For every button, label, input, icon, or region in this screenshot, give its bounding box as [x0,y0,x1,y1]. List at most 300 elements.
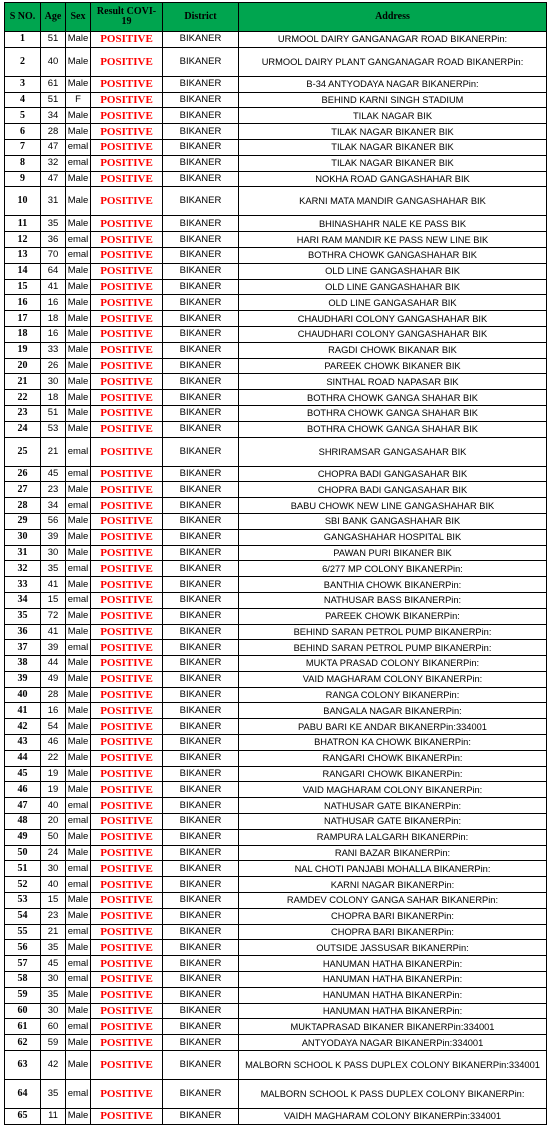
cell-sno: 64 [5,1080,41,1109]
cell-sno: 63 [5,1051,41,1080]
cell-sno: 46 [5,782,41,798]
cell-district: BIKANER [163,972,239,988]
table-row [5,719,547,735]
cell-age: 24 [41,845,66,861]
cell-sno: 2 [5,47,41,76]
cell-district: BIKANER [163,311,239,327]
cell-result: POSITIVE [91,687,163,703]
cell-result: POSITIVE [91,155,163,171]
table-row [5,232,547,248]
cell-sno: 16 [5,295,41,311]
cell-sno: 24 [5,421,41,437]
cell-result: POSITIVE [91,1003,163,1019]
cell-address: BEHIND KARNI SINGH STADIUM [239,92,547,108]
cell-sno: 51 [5,861,41,877]
cell-sex: Male [66,656,91,672]
cell-sex: Male [66,893,91,909]
cell-address: BOTHRA CHOWK GANGA SHAHAR BIK [239,390,547,406]
cell-age: 44 [41,656,66,672]
cell-sno: 31 [5,545,41,561]
cell-district: BIKANER [163,893,239,909]
cell-district: BIKANER [163,656,239,672]
cell-age: 49 [41,671,66,687]
cell-age: 54 [41,719,66,735]
cell-district: BIKANER [163,956,239,972]
cell-address: RAMDEV COLONY GANGA SAHAR BIKANERPin: [239,893,547,909]
cell-address: NOKHA ROAD GANGASHAHAR BIK [239,171,547,187]
cell-address: MALBORN SCHOOL K PASS DUPLEX COLONY BIKANERPin: [239,1080,547,1109]
cell-district: BIKANER [163,47,239,76]
cell-sno: 17 [5,311,41,327]
cell-sno: 58 [5,972,41,988]
cell-result: POSITIVE [91,592,163,608]
cell-district: BIKANER [163,814,239,830]
cell-address: URMOOL DAIRY GANGANAGAR ROAD BIKANERPin: [239,32,547,48]
cell-age: 35 [41,1080,66,1109]
cell-result: POSITIVE [91,1109,163,1125]
cell-district: BIKANER [163,1051,239,1080]
cell-sno: 34 [5,592,41,608]
cell-sex: Male [66,295,91,311]
cell-address: CHOPRA BADI GANGASAHAR BIK [239,466,547,482]
cell-result: POSITIVE [91,877,163,893]
cell-age: 34 [41,498,66,514]
table-row [5,656,547,672]
cell-district: BIKANER [163,513,239,529]
cell-sno: 61 [5,1019,41,1035]
cell-district: BIKANER [163,187,239,216]
header-district: District [163,3,239,32]
cell-sex: Male [66,482,91,498]
cell-district: BIKANER [163,908,239,924]
cell-district: BIKANER [163,671,239,687]
table-row [5,624,547,640]
cell-result: POSITIVE [91,829,163,845]
cell-sno: 10 [5,187,41,216]
cell-address: BOTHRA CHOWK GANGA SHAHAR BIK [239,421,547,437]
cell-address: MALBORN SCHOOL K PASS DUPLEX COLONY BIKANERPin:334001 [239,1051,547,1080]
cell-result: POSITIVE [91,187,163,216]
cell-address: PAREEK CHOWK BIKANER BIK [239,358,547,374]
cell-age: 40 [41,877,66,893]
cell-age: 28 [41,687,66,703]
cell-sex: Male [66,545,91,561]
cell-sno: 26 [5,466,41,482]
cell-address: RANI BAZAR BIKANERPin: [239,845,547,861]
cell-district: BIKANER [163,687,239,703]
cell-sex: emal [66,972,91,988]
cell-result: POSITIVE [91,513,163,529]
cell-district: BIKANER [163,76,239,92]
cell-sex: Male [66,171,91,187]
cell-sex: Male [66,47,91,76]
table-row [5,311,547,327]
cell-sno: 55 [5,924,41,940]
cell-age: 46 [41,735,66,751]
cell-sex: Male [66,735,91,751]
table-row [5,76,547,92]
cell-sno: 42 [5,719,41,735]
cell-result: POSITIVE [91,466,163,482]
cell-sno: 52 [5,877,41,893]
cell-address: KARNI MATA MANDIR GANGASHAHAR BIK [239,187,547,216]
cell-sex: emal [66,247,91,263]
cell-sno: 40 [5,687,41,703]
cell-district: BIKANER [163,421,239,437]
cell-age: 33 [41,342,66,358]
table-row [5,374,547,390]
cell-age: 40 [41,798,66,814]
table-row [5,139,547,155]
cell-age: 20 [41,814,66,830]
cell-age: 32 [41,155,66,171]
table-row [5,171,547,187]
cell-address: OLD LINE GANGASHAHAR BIK [239,263,547,279]
cell-sno: 19 [5,342,41,358]
table-row [5,687,547,703]
cell-sno: 6 [5,124,41,140]
cell-address: PABU BARI KE ANDAR BIKANERPin:334001 [239,719,547,735]
cell-address: BABU CHOWK NEW LINE GANGASHAHAR BIK [239,498,547,514]
cell-result: POSITIVE [91,782,163,798]
cell-sex: Male [66,374,91,390]
cell-result: POSITIVE [91,940,163,956]
cell-address: PAREEK CHOWK BIKANERPin: [239,608,547,624]
table-row [5,342,547,358]
table-row [5,972,547,988]
cell-district: BIKANER [163,987,239,1003]
cell-sex: Male [66,750,91,766]
cell-age: 56 [41,513,66,529]
table-row [5,47,547,76]
cell-sex: Male [66,32,91,48]
cell-district: BIKANER [163,482,239,498]
table-row [5,782,547,798]
cell-address: MUKTAPRASAD BIKANER BIKANERPin:334001 [239,1019,547,1035]
cell-result: POSITIVE [91,405,163,421]
cell-district: BIKANER [163,139,239,155]
cell-age: 50 [41,829,66,845]
table-row [5,545,547,561]
table-body [5,32,547,1125]
cell-district: BIKANER [163,326,239,342]
cell-sex: Male [66,311,91,327]
cell-district: BIKANER [163,92,239,108]
table-row [5,482,547,498]
cell-sno: 48 [5,814,41,830]
cell-district: BIKANER [163,845,239,861]
cell-sex: emal [66,561,91,577]
covid-patient-table [4,2,547,1125]
cell-address: VAID MAGHARAM COLONY BIKANERPin: [239,782,547,798]
table-row [5,437,547,466]
cell-address: NATHUSAR BASS BIKANERPin: [239,592,547,608]
cell-district: BIKANER [163,798,239,814]
cell-age: 15 [41,592,66,608]
cell-age: 35 [41,216,66,232]
cell-sno: 1 [5,32,41,48]
cell-sno: 37 [5,640,41,656]
table-row [5,592,547,608]
cell-sex: emal [66,139,91,155]
table-row [5,498,547,514]
cell-sex: Male [66,766,91,782]
table-row [5,1019,547,1035]
cell-sno: 22 [5,390,41,406]
cell-sex: emal [66,798,91,814]
table-row [5,671,547,687]
cell-sex: emal [66,466,91,482]
cell-sex: Male [66,529,91,545]
cell-result: POSITIVE [91,561,163,577]
cell-district: BIKANER [163,263,239,279]
cell-address: NATHUSAR GATE BIKANERPin: [239,798,547,814]
cell-district: BIKANER [163,216,239,232]
cell-age: 41 [41,279,66,295]
cell-sno: 56 [5,940,41,956]
table-row [5,640,547,656]
cell-result: POSITIVE [91,1019,163,1035]
cell-address: BOTHRA CHOWK GANGA SHAHAR BIK [239,405,547,421]
cell-age: 30 [41,861,66,877]
cell-sex: Male [66,513,91,529]
cell-sex: Male [66,829,91,845]
cell-district: BIKANER [163,861,239,877]
cell-age: 53 [41,421,66,437]
cell-sno: 65 [5,1109,41,1125]
cell-sno: 11 [5,216,41,232]
cell-sno: 32 [5,561,41,577]
table-row [5,956,547,972]
cell-result: POSITIVE [91,1035,163,1051]
cell-address: CHOPRA BARI BIKANERPin: [239,924,547,940]
cell-sex: Male [66,940,91,956]
cell-district: BIKANER [163,719,239,735]
cell-district: BIKANER [163,640,239,656]
cell-sex: Male [66,326,91,342]
cell-district: BIKANER [163,171,239,187]
cell-result: POSITIVE [91,47,163,76]
cell-address: TILAK NAGAR BIK [239,108,547,124]
cell-age: 59 [41,1035,66,1051]
cell-result: POSITIVE [91,232,163,248]
cell-sno: 21 [5,374,41,390]
table-row [5,561,547,577]
cell-sno: 30 [5,529,41,545]
cell-address: B-34 ANTYODAYA NAGAR BIKANERPin: [239,76,547,92]
cell-district: BIKANER [163,829,239,845]
cell-age: 30 [41,545,66,561]
table-row [5,326,547,342]
cell-age: 21 [41,437,66,466]
cell-result: POSITIVE [91,76,163,92]
table-row [5,893,547,909]
cell-result: POSITIVE [91,577,163,593]
table-header-row [5,3,547,32]
cell-sno: 53 [5,893,41,909]
cell-district: BIKANER [163,390,239,406]
cell-result: POSITIVE [91,608,163,624]
cell-address: ANTYODAYA NAGAR BIKANERPin:334001 [239,1035,547,1051]
cell-result: POSITIVE [91,482,163,498]
cell-sno: 28 [5,498,41,514]
cell-age: 36 [41,232,66,248]
cell-sex: Male [66,1003,91,1019]
cell-district: BIKANER [163,124,239,140]
cell-sno: 27 [5,482,41,498]
cell-age: 47 [41,139,66,155]
cell-address: RAGDI CHOWK BIKANAR BIK [239,342,547,358]
cell-sex: Male [66,624,91,640]
cell-district: BIKANER [163,342,239,358]
table-row [5,924,547,940]
cell-age: 39 [41,640,66,656]
cell-age: 19 [41,782,66,798]
table-row [5,466,547,482]
cell-sex: Male [66,1035,91,1051]
cell-address: SHRIRAMSAR GANGASAHAR BIK [239,437,547,466]
cell-district: BIKANER [163,405,239,421]
cell-address: TILAK NAGAR BIKANER BIK [239,124,547,140]
cell-result: POSITIVE [91,814,163,830]
cell-age: 51 [41,405,66,421]
cell-sex: emal [66,924,91,940]
table-row [5,1109,547,1125]
cell-sno: 9 [5,171,41,187]
cell-result: POSITIVE [91,624,163,640]
cell-result: POSITIVE [91,908,163,924]
cell-age: 30 [41,374,66,390]
table-row [5,877,547,893]
cell-result: POSITIVE [91,421,163,437]
cell-sex: emal [66,1019,91,1035]
cell-result: POSITIVE [91,1080,163,1109]
cell-district: BIKANER [163,940,239,956]
cell-district: BIKANER [163,624,239,640]
cell-sno: 50 [5,845,41,861]
cell-sno: 23 [5,405,41,421]
table-row [5,421,547,437]
header-result: Result COVI-19 [91,3,163,32]
cell-result: POSITIVE [91,893,163,909]
cell-sno: 49 [5,829,41,845]
table-row [5,529,547,545]
table-row [5,295,547,311]
cell-address: VAIDH MAGHARAM COLONY BIKANERPin:334001 [239,1109,547,1125]
cell-sno: 13 [5,247,41,263]
cell-age: 40 [41,47,66,76]
cell-district: BIKANER [163,735,239,751]
cell-result: POSITIVE [91,956,163,972]
cell-sex: F [66,92,91,108]
cell-sex: Male [66,421,91,437]
cell-result: POSITIVE [91,972,163,988]
cell-sno: 35 [5,608,41,624]
cell-address: CHAUDHARI COLONY GANGASHAHAR BIK [239,326,547,342]
cell-sno: 41 [5,703,41,719]
cell-district: BIKANER [163,374,239,390]
cell-result: POSITIVE [91,798,163,814]
cell-district: BIKANER [163,924,239,940]
table-row [5,247,547,263]
header-sex: Sex [66,3,91,32]
table-row [5,703,547,719]
cell-sex: Male [66,1051,91,1080]
cell-address: CHOPRA BARI BIKANERPin: [239,908,547,924]
cell-age: 41 [41,624,66,640]
cell-sex: Male [66,782,91,798]
table-row [5,390,547,406]
cell-age: 21 [41,924,66,940]
cell-address: OUTSIDE JASSUSAR BIKANERPin: [239,940,547,956]
table-row [5,608,547,624]
cell-age: 51 [41,32,66,48]
cell-district: BIKANER [163,466,239,482]
cell-address: HANUMAN HATHA BIKANERPin: [239,972,547,988]
cell-address: BHINASHAHR NALE KE PASS BIK [239,216,547,232]
cell-address: HARI RAM MANDIR KE PASS NEW LINE BIK [239,232,547,248]
cell-result: POSITIVE [91,498,163,514]
table-row [5,32,547,48]
cell-address: MUKTA PRASAD COLONY BIKANERPin: [239,656,547,672]
cell-district: BIKANER [163,108,239,124]
cell-sex: emal [66,877,91,893]
cell-sex: Male [66,342,91,358]
cell-address: RANGA COLONY BIKANERPin: [239,687,547,703]
cell-sex: Male [66,187,91,216]
cell-address: BHATRON KA CHOWK BIKANERPin: [239,735,547,751]
cell-sex: Male [66,263,91,279]
cell-sno: 15 [5,279,41,295]
cell-sno: 47 [5,798,41,814]
cell-address: CHAUDHARI COLONY GANGASHAHAR BIK [239,311,547,327]
cell-result: POSITIVE [91,735,163,751]
cell-district: BIKANER [163,279,239,295]
cell-age: 30 [41,972,66,988]
cell-age: 16 [41,703,66,719]
cell-address: TILAK NAGAR BIKANER BIK [239,155,547,171]
cell-address: CHOPRA BADI GANGASAHAR BIK [239,482,547,498]
cell-address: NAL CHOTI PANJABI MOHALLA BIKANERPin: [239,861,547,877]
cell-district: BIKANER [163,766,239,782]
header-sno: S NO. [5,3,41,32]
cell-age: 31 [41,187,66,216]
header-address: Address [239,3,547,32]
cell-district: BIKANER [163,1019,239,1035]
cell-sex: Male [66,608,91,624]
cell-sex: Male [66,108,91,124]
cell-sno: 36 [5,624,41,640]
cell-district: BIKANER [163,155,239,171]
cell-result: POSITIVE [91,124,163,140]
cell-address: 6/277 MP COLONY BIKANERPin: [239,561,547,577]
cell-sno: 14 [5,263,41,279]
cell-result: POSITIVE [91,171,163,187]
cell-age: 61 [41,76,66,92]
cell-sex: Male [66,390,91,406]
cell-result: POSITIVE [91,845,163,861]
cell-district: BIKANER [163,592,239,608]
cell-sex: Male [66,124,91,140]
cell-sno: 38 [5,656,41,672]
cell-sno: 29 [5,513,41,529]
cell-address: URMOOL DAIRY PLANT GANGANAGAR ROAD BIKANERPin: [239,47,547,76]
cell-result: POSITIVE [91,750,163,766]
cell-result: POSITIVE [91,216,163,232]
table-row [5,124,547,140]
cell-age: 41 [41,577,66,593]
cell-age: 16 [41,295,66,311]
